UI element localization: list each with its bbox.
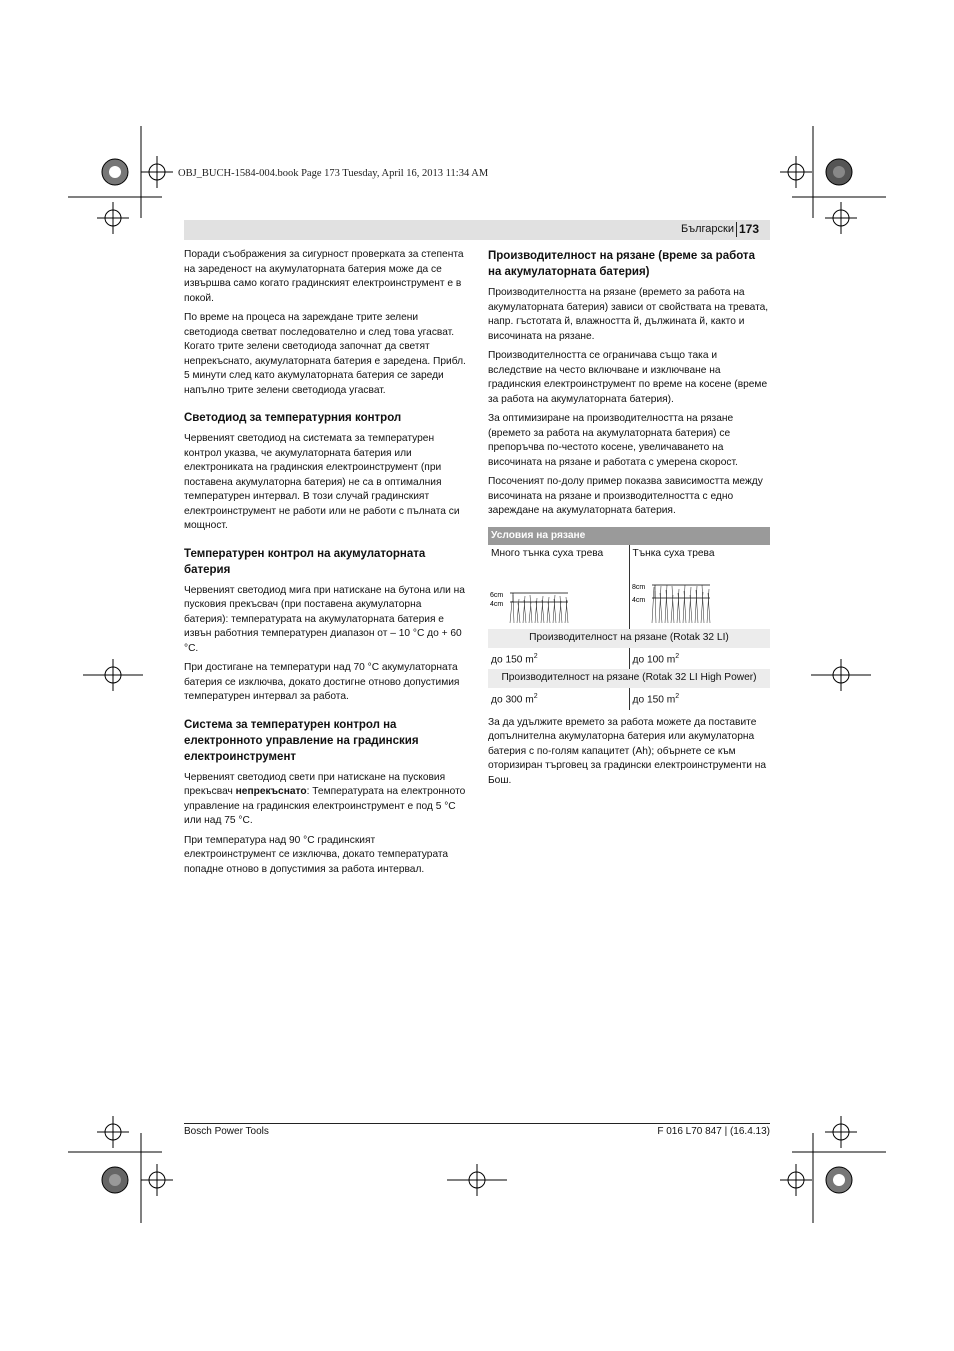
table-cell: до 150 $m^2$: [491, 652, 538, 665]
grass-type-label: Много тънка суха трева: [491, 548, 604, 559]
left-column: [184, 248, 466, 882]
svg-text:4cm: 4cm: [631, 597, 645, 604]
performance-label: Производителност на рязане (Rotak 32 LI High Power): [488, 669, 770, 688]
paragraph: Производителността на рязане (времето за работа на акумулаторната батерия) зависи от свойствата на тревата, напр. гъстотата й, влажността й, дължината й, както и височината на рязане.: [488, 287, 769, 342]
table-header: Условия на рязане: [488, 527, 770, 546]
section-heading: Светодиод за температурния контрол: [184, 412, 402, 424]
paragraph: Червеният светодиод мига при натискане на бутона или на пусковия прекъсвач (при поставена акумулаторна батерия): температурата на акумулаторната батерия е извън работния температурен диапазон от – 10 °C до + 60 °C.: [184, 584, 465, 654]
page-header: [184, 220, 770, 240]
grass-type-label: Тънка суха трева: [632, 548, 715, 559]
svg-text:4cm: 4cm: [490, 601, 504, 608]
paragraph: Червеният светодиод свети при натискане на пусковия прекъсвач непрекъснато: Температурата на електронното управление на градинския електроинструмент е под 5 °C или над 75 °C.: [184, 771, 466, 826]
section-heading: Производителност на рязане (време за работа на акумулаторната батерия): [488, 250, 755, 278]
paragraph: При температура над 90 °C градинският електроинструмент се изключва, докато температурата попадне отново в допустимия за работа интервал.: [184, 834, 449, 875]
section-title: Български: [681, 223, 734, 235]
paragraph: Производителността се ограничава също така и вследствие на често включване и изключване на градинския електроинструмент по време на косене (време за работа на акумулаторната батерия).: [488, 350, 768, 405]
table-cell: до 100 $m^2$: [629, 648, 770, 670]
paragraph: По време на процеса на зареждане трите зелени светодиода светват последователно и след това угасват. Когато трите зелени светодиода започнат да светят непрекъснато, акумулаторната батерия е заредена. Прибл. 5 минути след като акумулаторната батерия се зареди напълно трите зелени светодиода угасват.: [184, 312, 466, 396]
footer-brand: Bosch Power Tools: [184, 1126, 269, 1137]
svg-text:8cm: 8cm: [631, 584, 645, 591]
paragraph: Поради съображения за сигурност проверката за степента на зареденост на акумулаторната батерия може да се извършва само когато градинският електроинструмент е в покой.: [184, 249, 464, 304]
paragraph: За оптимизиране на производителността на рязане (времето за работа на акумулаторната батерия) се препоръчва по-честото косене, увеличаването на височината на рязане и работата с умерена скорост.: [488, 413, 738, 468]
footer-doc-number: F 016 L70 847 | (16.4.13): [657, 1126, 770, 1137]
table-cell: до 150 $m^2$: [629, 688, 770, 710]
paragraph: За да удължите времето за работа можете да поставите допълнителна акумулаторна батерия или акумулаторна батерия с по-голям капацитет (Ah); обърнете се към оторизиран търговец за градински електроинструменти на Бош.: [488, 716, 767, 786]
print-slug: OBJ_BUCH-1584-004.book Page 173 Tuesday, April 16, 2013 11:34 AM: [178, 168, 489, 179]
page-number: 173: [738, 222, 759, 236]
header-divider: [736, 222, 737, 237]
paragraph: Червеният светодиод на системата за температурен контрол указва, че акумулаторната батерия или електрониката на градинския електроинструмент (при поставена акумулаторна батерия) не са в оптималния температурен интервал. В този случай градинският електроинструмент не работи или не работи с пълната си мощност.: [184, 433, 460, 531]
table-cell: до 300 $m^2$: [491, 692, 538, 706]
cutting-conditions-table: [488, 527, 770, 710]
svg-text:6cm: 6cm: [490, 592, 504, 599]
grass-height-illustration: [488, 587, 578, 627]
section-heading: Система за температурен контрол на електронното управление на градинския електроинструмент: [184, 718, 419, 763]
paragraph: При достигане на температури над 70 °C акумулаторната батерия се изключва, докато достигне отново допустимия температурен интервал за работа.: [184, 662, 460, 702]
grass-height-illustration: [630, 581, 720, 627]
footer-divider: [184, 1123, 770, 1124]
performance-label: Производителност на рязане (Rotak 32 LI): [488, 629, 770, 648]
section-heading: Температурен контрол на акумулаторната батерия: [184, 547, 426, 576]
right-column: [488, 248, 770, 793]
paragraph: Посоченият по-долу пример показва зависимостта между височината на рязане и производителността с едно зареждане на акумулаторната батерия.: [488, 476, 763, 516]
